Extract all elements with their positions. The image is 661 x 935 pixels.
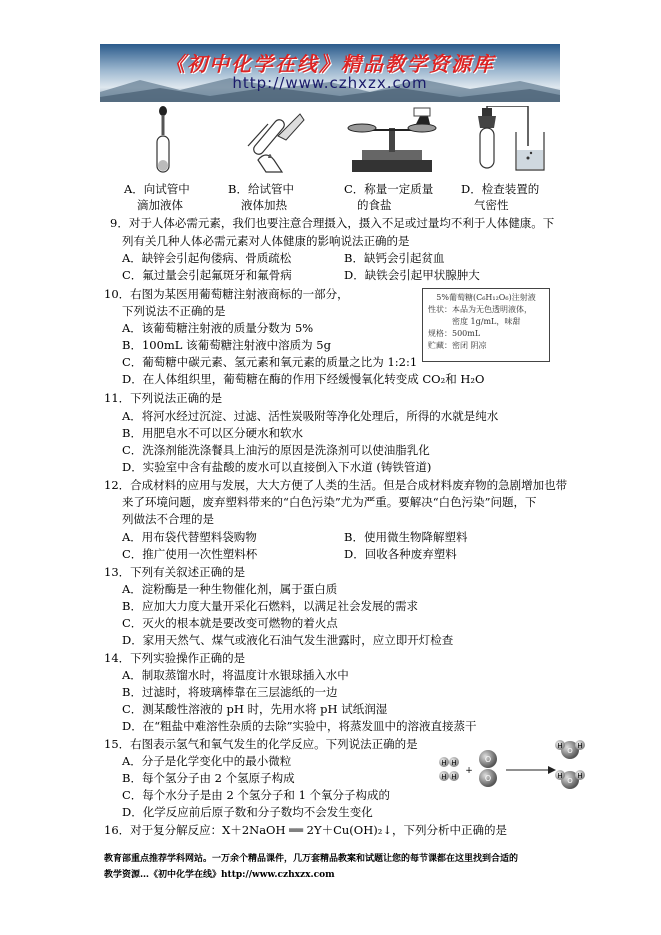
hydrogen-atom-label: H (441, 773, 447, 781)
hydrogen-atom-label: H (577, 742, 583, 750)
label-line-3: 密度 1g/mL，味甜 (428, 317, 521, 326)
label-line-5: 贮藏：密闭 阴凉 (428, 341, 487, 350)
question-13-option-d: D．家用天然气、煤气或液化石油气发生泄露时，应立即开灯检查 (122, 633, 454, 647)
hydrogen-atom-label: H (557, 742, 563, 750)
oxygen-atom-label: O (567, 777, 573, 785)
reaction-arrow-icon (506, 766, 556, 774)
question-14-option-d: D．在“粗盐中难溶性杂质的去除”实验中，将蒸发皿中的溶液直接蒸干 (122, 719, 477, 733)
glucose-product-label (422, 288, 550, 362)
question-14-option-b: B．过滤时，将玻璃棒靠在三层滤纸的一边 (122, 685, 338, 699)
question-14-option-c: C．测某酸性溶液的 pH 时，先用水将 pH 试纸润湿 (122, 702, 388, 716)
question-11-option-a: A．将河水经过沉淀、过滤、活性炭吸附等净化处理后，所得的水就是纯水 (122, 409, 499, 423)
question-15-option-d: D．化学反应前后原子数和分子数均不会发生变化 (122, 805, 373, 819)
footer-line-1: 教育部重点推荐学科网站。一万余个精品课件，几万套精品教案和试题让您的每节课都在这里找到合适的 (104, 854, 519, 864)
figure-option-c: C．称量一定质量 (344, 182, 434, 196)
label-line-1: 5%葡萄糖(C₆H₁₂O₆)注射液 (436, 293, 536, 302)
figure-option-a: A．向试管中 (124, 182, 190, 196)
question-15-option-a: A．分子是化学变化中的最小微粒 (122, 754, 292, 768)
label-line-4: 规格：500mL (428, 329, 481, 338)
question-11-option-d: D．实验室中含有盐酸的废水可以直接倒入下水道 (铸铁管道) (122, 460, 432, 474)
header-banner (100, 44, 560, 102)
question-11-stem: 11．下列说法正确的是 (104, 391, 223, 405)
question-15-stem: 15．右图表示氢气和氧气发生的化学反应。下列说法正确的是 (104, 737, 418, 751)
figure-option-b-line2: 液体加热 (241, 198, 287, 212)
question-9-option-a: A．缺锌会引起佝偻病、骨质疏松 (122, 251, 292, 265)
figure-option-a-line2: 滴加液体 (137, 198, 183, 212)
apparatus-figures (120, 106, 560, 176)
hydrogen-molecules (439, 757, 459, 781)
question-9-option-d: D．缺铁会引起甲状腺肿大 (344, 268, 480, 282)
question-13-option-a: A．淀粉酶是一种生物催化剂，属于蛋白质 (122, 582, 338, 596)
question-9-stem: 9．对于人体必需元素，我们也要注意合理摄入，摄入不足或过量均不利于人体健康。下 (110, 216, 555, 230)
question-12-stem-2: 来了环境问题，废弃塑料带来的“白色污染”尤为严重。要解决“白色污染”问题，下 (122, 495, 537, 509)
question-11-option-b: B．用肥皂水不可以区分硬水和软水 (122, 426, 303, 440)
oxygen-atom-label: O (567, 747, 573, 755)
reaction-diagram (436, 738, 586, 800)
hydrogen-atom-label: H (441, 759, 447, 767)
oxygen-molecule (479, 750, 497, 787)
question-10-option-d: D．在人体组织里，葡萄糖在酶的作用下经缓慢氧化转变成 CO₂和 H₂O (122, 372, 485, 386)
question-15-option-c: C．每个水分子是由 2 个氢分子和 1 个氧分子构成的 (122, 788, 391, 802)
question-9-stem-2: 列有关几种人体必需元素对人体健康的影响说法正确的是 (122, 234, 410, 248)
balance-icon (344, 106, 440, 174)
oxygen-atom-label: O (484, 755, 492, 764)
hydrogen-atom-label: H (557, 772, 563, 780)
heating-tube-icon (238, 106, 308, 174)
question-16-stem: 16．对于复分解反应：X＋2NaOH ══ 2Y＋Cu(OH)₂↓，下列分析中正确的是 (104, 823, 507, 837)
figure-option-b: B．给试管中 (228, 182, 294, 196)
question-15-option-b: B．每个氢分子由 2 个氢原子构成 (122, 771, 295, 785)
label-line-2: 性状：本品为无色透明液体， (428, 305, 532, 314)
question-12-stem-3: 列做法不合理的是 (122, 512, 214, 526)
airtight-check-icon (468, 106, 558, 174)
question-10-option-a: A．该葡萄糖注射液的质量分数为 5% (122, 321, 314, 335)
question-10-option-b: B．100mL 该葡萄糖注射液中溶质为 5g (122, 338, 331, 352)
question-12-option-b: B．使用微生物降解塑料 (344, 530, 468, 544)
question-10-stem: 10．右图为某医用葡萄糖注射液商标的一部分， (104, 287, 349, 301)
question-9-option-c: C．氟过量会引起氟斑牙和氟骨病 (122, 268, 292, 282)
hydrogen-atom-label: H (577, 772, 583, 780)
figure-option-c-line2: 的食盐 (357, 198, 392, 212)
question-14-option-a: A．制取蒸馏水时，将温度计水银球插入水中 (122, 668, 349, 682)
dropper-tube-icon (148, 106, 178, 174)
question-12-stem: 12．合成材料的应用与发展，大大方便了人类的生活。但是合成材料废弃物的急剧增加也带 (104, 478, 568, 492)
banner-title: 《初中化学在线》精品教学资源库 (165, 52, 495, 76)
figure-option-d-line2: 气密性 (474, 198, 509, 212)
question-9-option-b: B．缺钙会引起贫血 (344, 251, 445, 265)
hydrogen-atom-label: H (451, 759, 457, 767)
question-14-stem: 14．下列实验操作正确的是 (104, 651, 246, 665)
question-13-option-c: C．灭火的根本就是要改变可燃物的着火点 (122, 616, 338, 630)
question-13-stem: 13．下列有关叙述正确的是 (104, 565, 246, 579)
oxygen-atom-label: O (484, 774, 492, 783)
question-11-option-c: C．洗涤剂能洗涤餐具上油污的原因是洗涤剂可以使油脂乳化 (122, 443, 430, 457)
question-12-option-c: C．推广使用一次性塑料杯 (122, 547, 258, 561)
plus-sign: + (465, 766, 473, 776)
water-molecules (555, 740, 585, 789)
hydrogen-atom-label: H (451, 773, 457, 781)
question-10-option-c: C．葡萄糖中碳元素、氢元素和氧元素的质量之比为 1:2:1 (122, 355, 418, 369)
question-10-stem-2: 下列说法不正确的是 (122, 304, 226, 318)
footer-line-2[interactable]: 教学资源…《初中化学在线》http://www.czhxzx.com (104, 870, 335, 880)
banner-url[interactable]: http://www.czhxzx.com (232, 74, 428, 92)
question-12-option-d: D．回收各种废弃塑料 (344, 547, 457, 561)
question-12-option-a: A．用布袋代替塑料袋购物 (122, 530, 257, 544)
figure-option-d: D．检查装置的 (461, 182, 540, 196)
question-13-option-b: B．应加大力度大量开采化石燃料，以满足社会发展的需求 (122, 599, 418, 613)
